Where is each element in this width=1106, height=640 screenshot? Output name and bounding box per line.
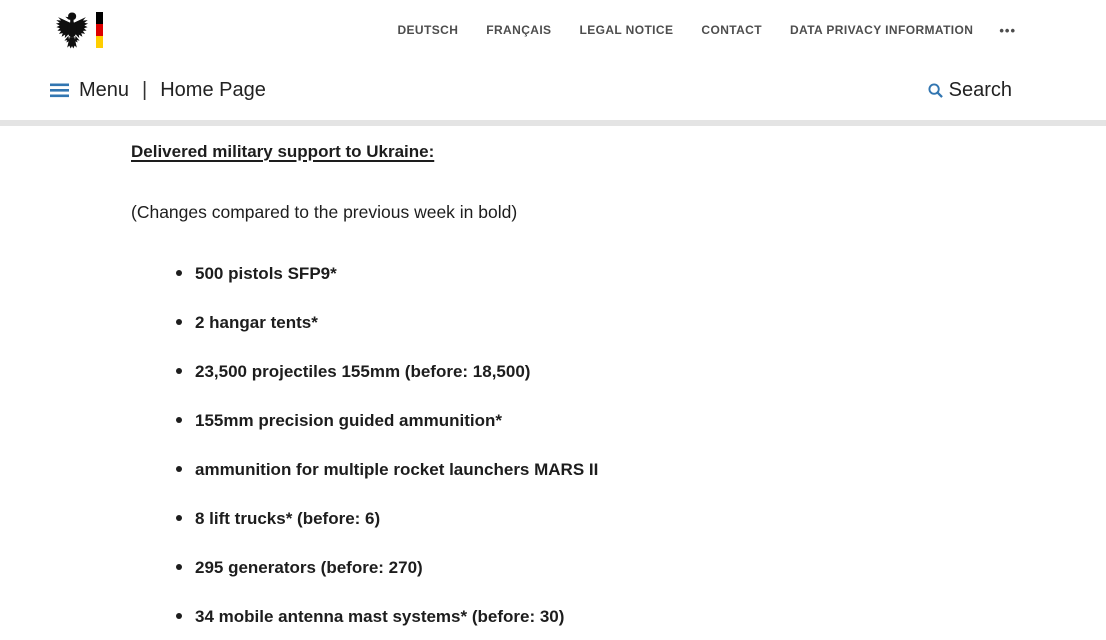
home-page-link[interactable]: Home Page [160,78,266,101]
search-icon [928,83,943,98]
top-nav-link[interactable]: DEUTSCH [397,23,459,37]
supply-list [131,262,1016,628]
supply-list-item: 500 pistols SFP9* [131,262,1016,285]
supply-list-item: 34 mobile antenna mast systems* (before: 30) [131,605,1016,628]
search-button[interactable] [928,79,1012,102]
supply-list-item: ammunition for multiple rocket launchers MARS II [131,458,1016,481]
top-nav [397,23,1016,37]
top-nav-link[interactable]: CONTACT [701,23,762,37]
government-logo[interactable] [55,10,103,50]
menu-button[interactable]: Menu [79,78,130,101]
more-options-icon[interactable]: ••• [999,22,1016,38]
changes-note: (Changes compared to the previous week in bold) [131,202,518,222]
search-label: Search [948,78,1012,101]
menu-separator: | [142,78,148,101]
utility-bar [0,0,1106,60]
top-nav-link[interactable]: DATA PRIVACY INFORMATION [789,23,974,37]
menu-home-group [50,79,266,102]
supply-list-item: 295 generators (before: 270) [131,556,1016,579]
supply-list-item: 2 hangar tents* [131,311,1016,334]
site-header [0,0,1106,126]
page-content [0,126,1106,628]
german-flag-stripe [96,12,103,48]
top-nav-link[interactable]: FRANÇAIS [486,23,552,37]
supply-list-item: 23,500 projectiles 155mm (before: 18,500) [131,360,1016,383]
hamburger-icon[interactable] [50,83,70,98]
section-heading: Delivered military support to Ukraine: [131,142,435,161]
federal-eagle-icon [55,10,89,50]
top-nav-link[interactable]: LEGAL NOTICE [579,23,674,37]
menu-bar [0,60,1106,120]
supply-list-item: 8 lift trucks* (before: 6) [131,507,1016,530]
top-nav-list [397,23,973,37]
supply-list-item: 155mm precision guided ammunition* [131,409,1016,432]
